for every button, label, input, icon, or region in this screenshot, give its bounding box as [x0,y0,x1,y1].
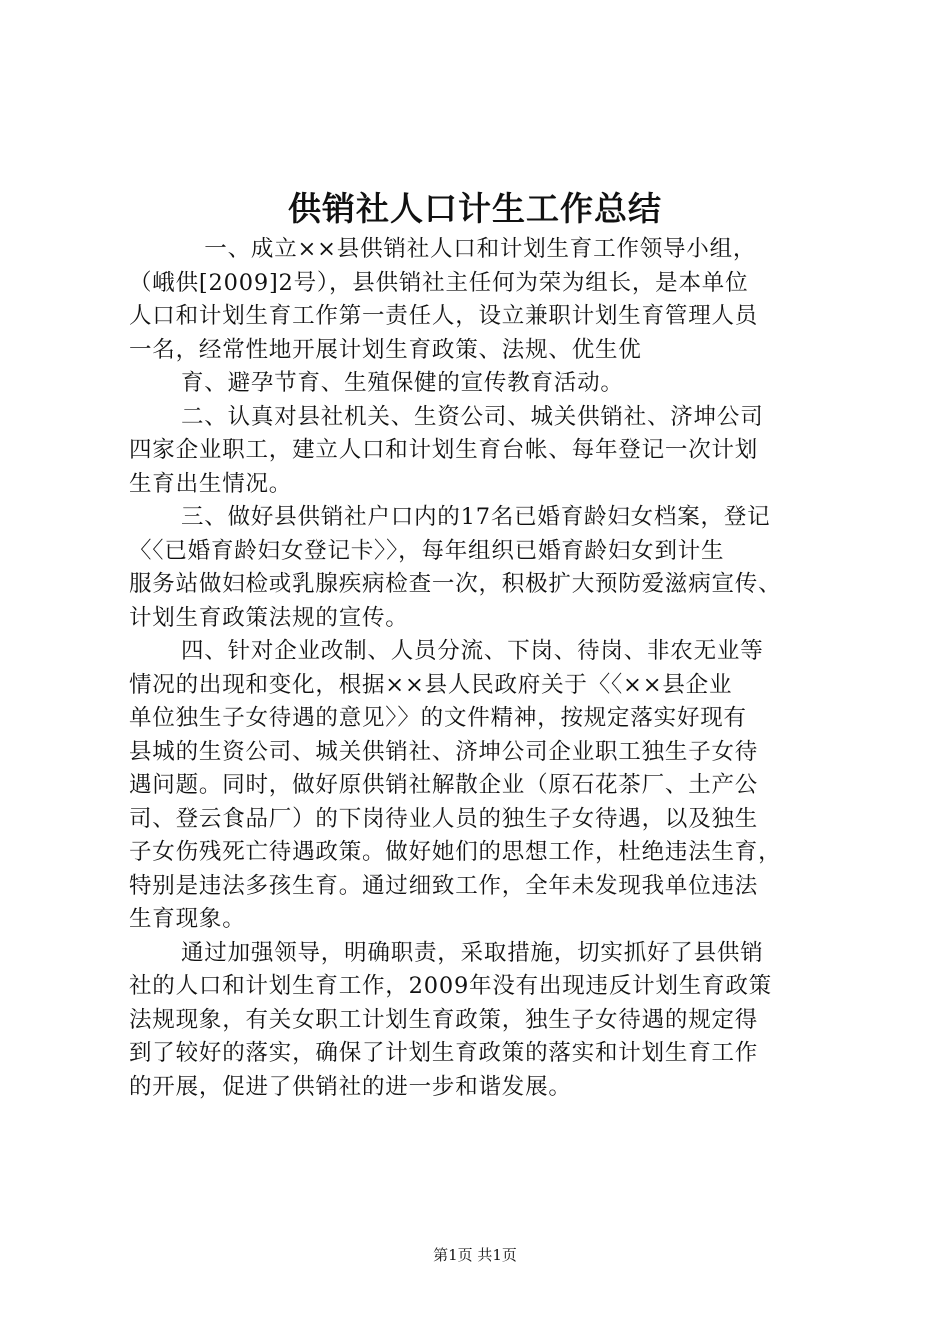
body-line: 社的人口和计划生育工作，2009年没有出现违反计划生育政策 [129,973,772,999]
body-line: （峨供[2009]2号），县供销社主任何为荣为组长，是本单位 [129,269,749,296]
body-line: 法规现象，有关女职工计划生育政策，独生子女待遇的规定得 [129,1006,759,1033]
body-line: 生育现象。 [129,906,246,932]
body-line: 县城的生资公司、城关供销社、济坤公司企业职工独生子女待 [129,738,759,765]
body-line: 特别是违法多孩生育。通过细致工作，全年未发现我单位违法 [129,872,759,899]
body-line: 三、做好县供销社户口内的17名已婚育龄妇女档案，登记 [181,504,771,530]
document-body [129,233,843,1104]
body-line: 通过加强领导，明确职责，采取措施，切实抓好了县供销 [181,939,764,966]
body-line: 司、登云食品厂）的下岗待业人员的独生子女待遇，以及独生 [129,805,759,832]
body-line: 一、成立××县供销社人口和计划生育工作领导小组， [181,236,757,262]
page-number-footer: 第1页 共1页 [433,1246,517,1264]
document-title: 供销社人口计生工作总结 [288,189,662,228]
body-line: 四家企业职工，建立人口和计划生育台帐、每年登记一次计划 [129,437,759,463]
body-line: 计划生育政策法规的宣传。 [129,604,409,631]
body-line: 子女伤残死亡待遇政策。做好她们的思想工作，杜绝违法生育， [129,839,782,865]
body-line: 〈〈已婚育龄妇女登记卡〉〉，每年组织已婚育龄妇女到计生 [129,537,725,564]
body-line: 育、避孕节育、生殖保健的宣传教育活动。 [181,370,624,396]
body-line: 二、认真对县社机关、生资公司、城关供销社、济坤公司 [181,403,764,430]
body-line: 四、针对企业改制、人员分流、下岗、待岗、非农无业等 [181,638,764,664]
body-line: 到了较好的落实，确保了计划生育政策的落实和计划生育工作 [129,1040,759,1066]
body-line: 的开展，促进了供销社的进一步和谐发展。 [129,1073,572,1100]
body-line: 生育出生情况。 [129,470,293,497]
body-line: 遇问题。同时，做好原供销社解散企业（原石花茶厂、土产公 [129,772,759,798]
body-line: 人口和计划生育工作第一责任人，设立兼职计划生育管理人员 [129,303,759,329]
body-line: 情况的出现和变化，根据××县人民政府关于〈〈××县企业 [129,671,733,698]
body-line: 一名，经常性地开展计划生育政策、法规、优生优 [129,336,642,363]
body-line: 服务站做妇检或乳腺疾病检查一次，积极扩大预防爱滋病宣传、 [129,571,782,597]
body-line: 单位独生子女待遇的意见〉〉的文件精神，按规定落实好现有 [129,705,747,731]
